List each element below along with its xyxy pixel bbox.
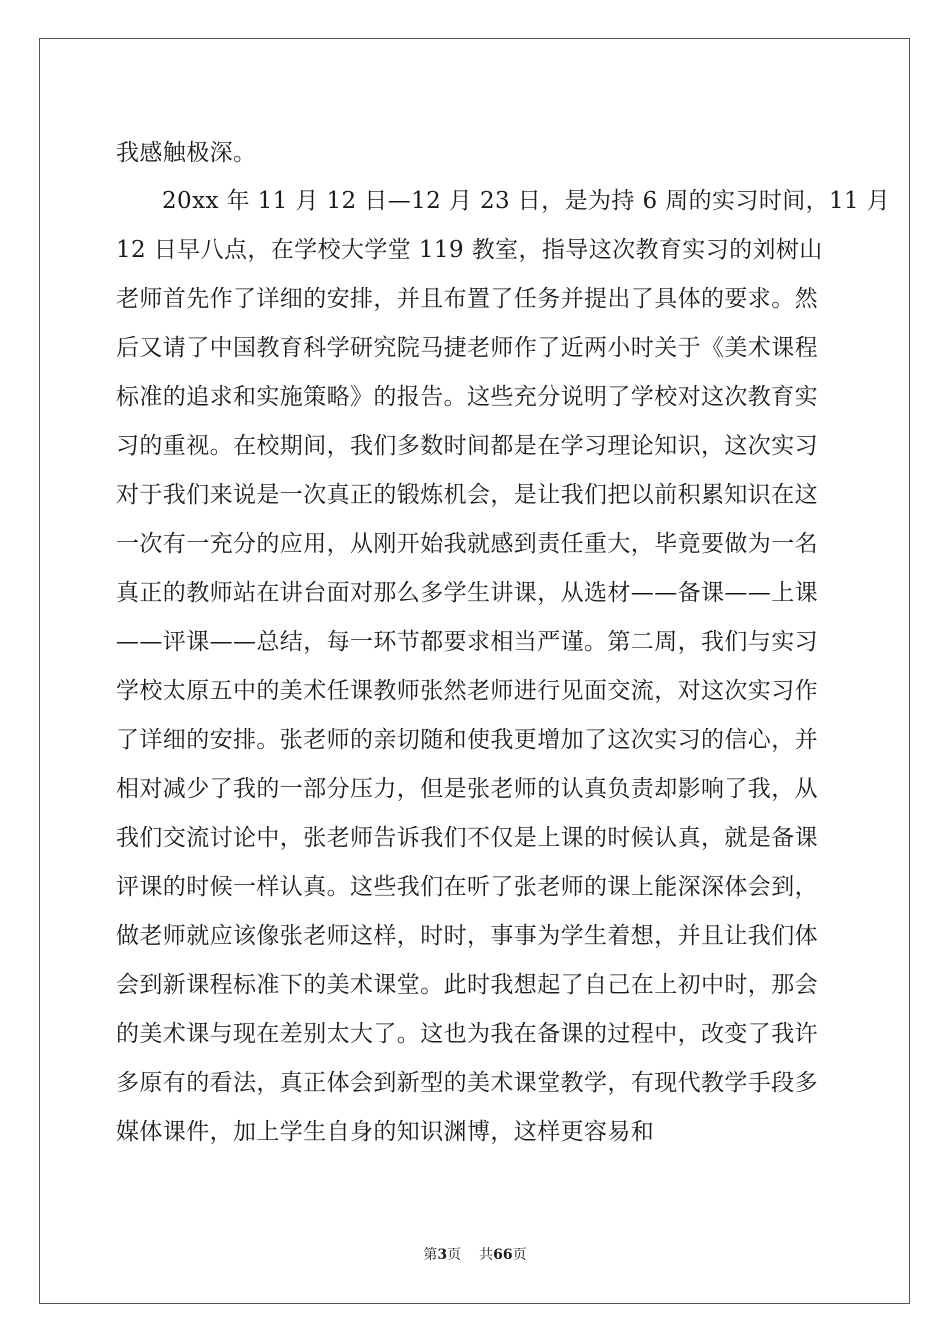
text-line: 一次有一充分的应用，从刚开始我就感到责任重大，毕竟要做为一名 — [116, 531, 818, 557]
text-line: 20xx 年 11 月 12 日—12 月 23 日，是为持 6 周的实习时间，11 月 — [162, 188, 891, 214]
text-line: 老师首先作了详细的安排，并且布置了任务并提出了具体的要求。然 — [116, 286, 818, 312]
total-pages: 66 — [493, 1247, 513, 1263]
text-line: 媒体课件，加上学生自身的知识渊博，这样更容易和 — [116, 1119, 655, 1145]
page-number: 3 — [437, 1247, 448, 1263]
text-line: 多原有的看法，真正体会到新型的美术课堂教学，有现代教学手段多 — [116, 1070, 818, 1096]
text-line: 评课的时候一样认真。这些我们在听了张老师的课上能深深体会到， — [116, 874, 818, 900]
text-line: 学校太原五中的美术任课教师张然老师进行见面交流，对这次实习作 — [116, 678, 818, 704]
text-line: 我感触极深。 — [116, 140, 257, 166]
text-line: 标准的追求和实施策略》的报告。这些充分说明了学校对这次教育实 — [116, 384, 818, 410]
text-line: 习的重视。在校期间，我们多数时间都是在学习理论知识，这次实习 — [116, 433, 818, 459]
text-line: ——评课——总结，每一环节都要求相当严谨。第二周，我们与实习 — [116, 629, 818, 655]
text-line: 12 日早八点，在学校大学堂 119 教室，指导这次教育实习的刘树山 — [116, 237, 823, 263]
total-suffix: 页 — [512, 1247, 527, 1263]
text-line: 的美术课与现在差别太大了。这也为我在备课的过程中，改变了我许 — [116, 1021, 818, 1047]
page-prefix: 第 — [423, 1247, 438, 1263]
text-line: 对于我们来说是一次真正的锻炼机会，是让我们把以前积累知识在这 — [116, 482, 818, 508]
text-line: 真正的教师站在讲台面对那么多学生讲课，从选材——备课——上课 — [116, 580, 818, 606]
total-prefix: 共 — [479, 1247, 494, 1263]
text-line: 了详细的安排。张老师的亲切随和使我更增加了这次实习的信心，并 — [116, 727, 818, 753]
page-footer — [0, 1245, 950, 1265]
text-line: 会到新课程标准下的美术课堂。此时我想起了自己在上初中时，那会 — [116, 972, 818, 998]
text-line: 后又请了中国教育科学研究院马捷老师作了近两小时关于《美术课程 — [116, 335, 818, 361]
page-border — [39, 38, 910, 1304]
page-suffix: 页 — [447, 1247, 462, 1263]
text-line: 相对减少了我的一部分压力，但是张老师的认真负责却影响了我，从 — [116, 776, 818, 802]
text-line: 做老师就应该像张老师这样，时时，事事为学生着想，并且让我们体 — [116, 923, 818, 949]
text-line: 我们交流讨论中，张老师告诉我们不仅是上课的时候认真，就是备课 — [116, 825, 818, 851]
